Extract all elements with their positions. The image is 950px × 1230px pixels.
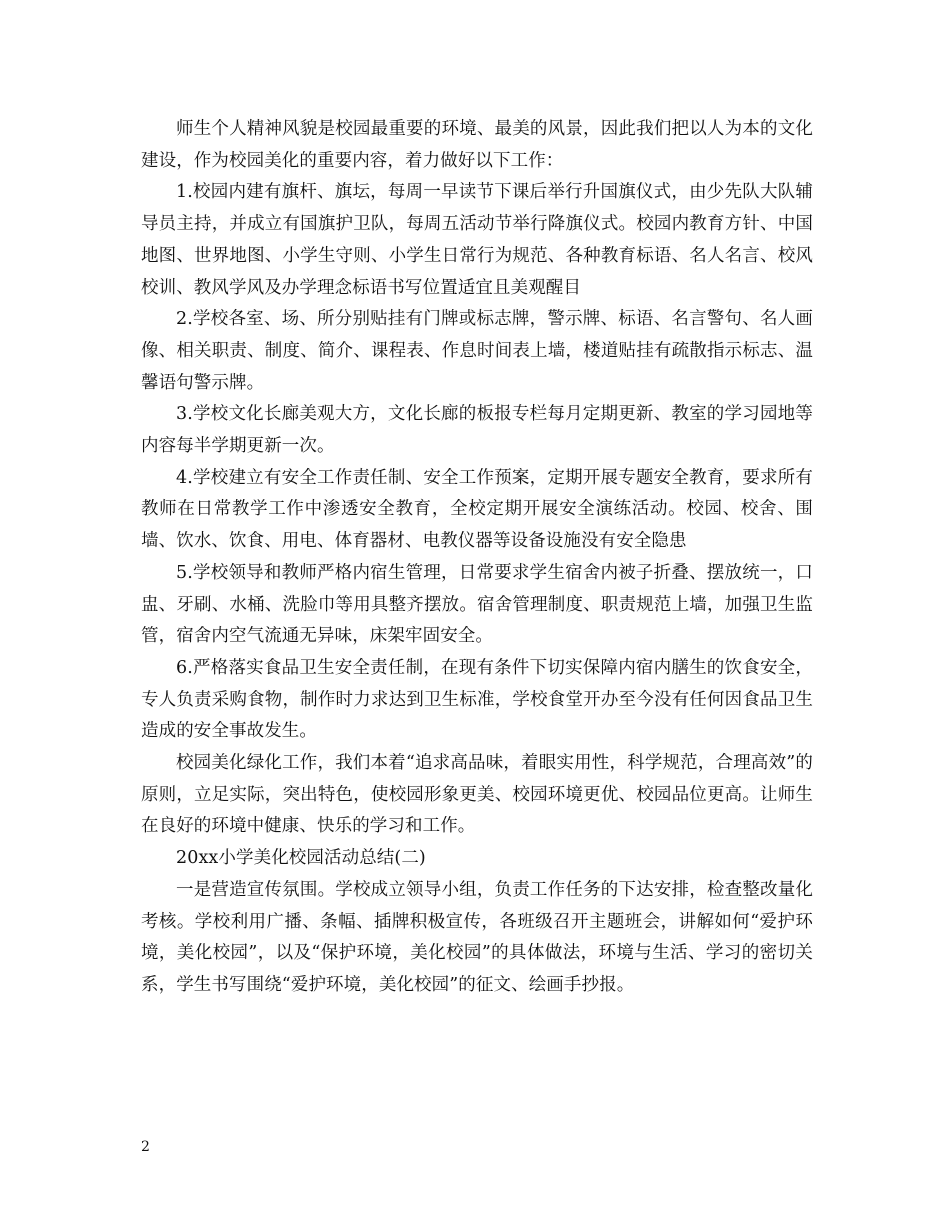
document-body: [141, 114, 813, 1002]
paragraph-item-6: 6.严格落实食品卫生安全责任制，在现有条件下切实保障内宿内膳生的饮食安全，专人负责采购食物，制作时力求达到卫生标准，学校食堂开办至今没有任何因食品卫生造成的安全事故发生。: [141, 657, 813, 742]
paragraph-item-2: 2.学校各室、场、所分别贴挂有门牌或标志牌，警示牌、标语、名言警句、名人画像、相关职责、制度、简介、课程表、作息时间表上墙，楼道贴挂有疏散指示标志、温馨语句警示牌。: [141, 309, 813, 393]
paragraph-item-3: 3.学校文化长廊美观大方，文化长廊的板报专栏每月定期更新、教室的学习园地等内容每半学期更新一次。: [141, 404, 813, 457]
section-heading: 20xx小学美化校园活动总结(二): [176, 848, 426, 869]
paragraph-item-5: 5.学校领导和教师严格内宿生管理，日常要求学生宿舍内被子折叠、摆放统一，口盅、牙刷、水桶、洗脸巾等用具整齐摆放。宿舍管理制度、职责规范上墙，加强卫生监管，宿舍内空气流通无异味，床架牢固安全。: [141, 562, 813, 647]
paragraph-intro: 师生个人精神风貌是校园最重要的环境、最美的风景，因此我们把以人为本的文化建设，作为校园美化的重要内容，着力做好以下工作：: [141, 119, 813, 171]
paragraph-greening: 校园美化绿化工作，我们本着“追求高品味，着眼实用性，科学规范，合理高效”的原则，立足实际，突出特色，使校园形象更美、校园环境更优、校园品位更高。让师生在良好的环境中健康、快乐的学习和工作。: [141, 753, 813, 837]
paragraph-item-4: 4.学校建立有安全工作责任制、安全工作预案，定期开展专题安全教育，要求所有教师在日常教学工作中渗透安全教育，全校定期开展安全演练活动。校园、校舍、围墙、饮水、饮食、用电、体育器材、电教仪器等设备设施没有安全隐患: [141, 467, 813, 552]
page-number: 2: [141, 1139, 150, 1155]
paragraph-publicity: 一是营造宣传氛围。学校成立领导小组，负责工作任务的下达安排，检查整改量化考核。学校利用广播、条幅、插牌积极宣传，各班级召开主题班会，讲解如何“爱护环境，美化校园”，以及“保护环境，美化校园”的具体做法，环境与生活、学习的密切关系，学生书写围绕“爱护环境，美化校园”的征文、绘画手抄报。: [141, 879, 813, 995]
paragraph-item-1: 1.校园内建有旗杆、旗坛，每周一早读节下课后举行升国旗仪式，由少先队大队辅导员主持，并成立有国旗护卫队，每周五活动节举行降旗仪式。校园内教育方针、中国地图、世界地图、小学生守则、小学生日常行为规范、各种教育标语、名人名言、校风校训、教风学风及办学理念标语书写位置适宜且美观醒目: [141, 182, 813, 298]
